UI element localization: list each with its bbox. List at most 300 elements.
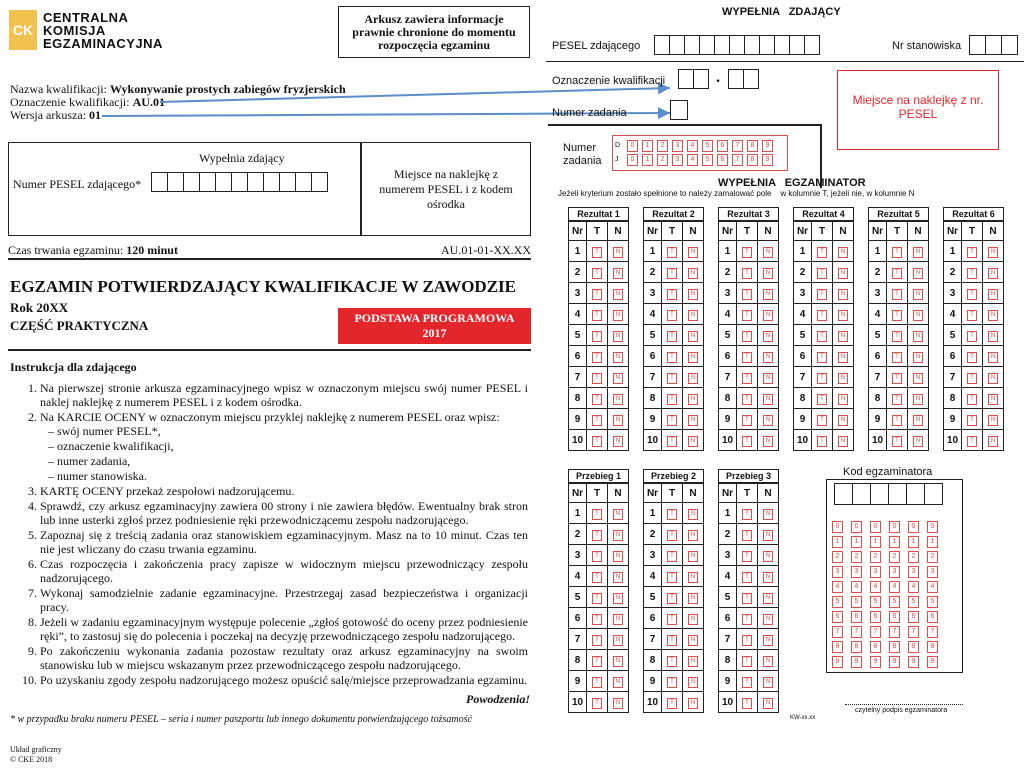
mark-t-box[interactable]: T [667, 593, 677, 604]
mark-t-cell[interactable] [662, 503, 683, 524]
mark-t-cell[interactable] [887, 262, 908, 283]
mark-n-box[interactable]: N [763, 436, 773, 447]
card-qual-cells[interactable]: . [678, 69, 758, 89]
mark-t-box[interactable]: T [742, 614, 752, 625]
mark-n-box[interactable]: N [613, 436, 623, 447]
mark-n-box[interactable]: N [688, 656, 698, 667]
mark-n-cell[interactable] [983, 346, 1004, 367]
mark-n-box[interactable]: N [613, 635, 623, 646]
mark-n-cell[interactable] [608, 650, 629, 671]
mark-t-cell[interactable] [587, 608, 608, 629]
mark-t-box[interactable]: T [592, 415, 602, 426]
mark-n-cell[interactable] [758, 524, 779, 545]
code-digit-box[interactable]: 5 [870, 596, 881, 608]
mark-n-cell[interactable] [683, 671, 704, 692]
code-digit-box[interactable]: 9 [927, 656, 938, 668]
mark-t-box[interactable]: T [667, 530, 677, 541]
mark-t-cell[interactable] [962, 346, 983, 367]
code-digit-box[interactable]: 1 [927, 536, 938, 548]
mark-t-box[interactable]: T [967, 331, 977, 342]
mark-n-box[interactable]: N [913, 289, 923, 300]
code-digit-box[interactable]: 5 [851, 596, 862, 608]
mark-t-box[interactable]: T [667, 415, 677, 426]
mark-t-cell[interactable] [887, 346, 908, 367]
mark-t-cell[interactable] [587, 241, 608, 262]
mark-n-cell[interactable] [608, 325, 629, 346]
mark-n-cell[interactable] [683, 241, 704, 262]
mark-n-cell[interactable] [758, 367, 779, 388]
mark-t-box[interactable]: T [742, 509, 752, 520]
mark-n-cell[interactable] [758, 241, 779, 262]
mark-n-cell[interactable] [758, 430, 779, 451]
mark-t-box[interactable]: T [592, 289, 602, 300]
mark-t-cell[interactable] [737, 241, 758, 262]
code-digit-box[interactable]: 3 [908, 566, 919, 578]
mark-t-box[interactable]: T [817, 247, 827, 258]
mark-n-cell[interactable] [608, 388, 629, 409]
mark-n-cell[interactable] [758, 283, 779, 304]
mark-t-box[interactable]: T [592, 373, 602, 384]
mark-n-cell[interactable] [683, 346, 704, 367]
mark-t-cell[interactable] [587, 692, 608, 713]
mark-t-cell[interactable] [662, 304, 683, 325]
code-digit-box[interactable]: 2 [927, 551, 938, 563]
mark-t-cell[interactable] [662, 325, 683, 346]
mark-n-cell[interactable] [833, 367, 854, 388]
mark-t-cell[interactable] [587, 346, 608, 367]
code-digit-box[interactable]: 3 [889, 566, 900, 578]
mark-n-cell[interactable] [608, 566, 629, 587]
mark-t-cell[interactable] [587, 566, 608, 587]
code-digit-box[interactable]: 0 [832, 521, 843, 533]
mark-n-box[interactable]: N [688, 635, 698, 646]
mark-t-box[interactable]: T [742, 677, 752, 688]
mark-t-cell[interactable] [962, 283, 983, 304]
mark-t-cell[interactable] [812, 409, 833, 430]
pesel-input-cells[interactable] [151, 172, 327, 192]
mark-n-box[interactable]: N [838, 436, 848, 447]
mark-t-box[interactable]: T [667, 289, 677, 300]
mark-n-box[interactable]: N [838, 331, 848, 342]
mark-t-box[interactable]: T [817, 310, 827, 321]
mark-n-box[interactable]: N [613, 551, 623, 562]
mark-t-cell[interactable] [887, 304, 908, 325]
code-digit-box[interactable]: 3 [851, 566, 862, 578]
mark-n-box[interactable]: N [763, 635, 773, 646]
mark-t-box[interactable]: T [667, 572, 677, 583]
mark-t-box[interactable]: T [817, 415, 827, 426]
mark-t-box[interactable]: T [817, 373, 827, 384]
mark-t-box[interactable]: T [667, 656, 677, 667]
mark-t-cell[interactable] [887, 241, 908, 262]
code-digit-row[interactable] [832, 620, 962, 635]
code-digit-box[interactable]: 7 [908, 626, 919, 638]
mark-t-cell[interactable] [737, 524, 758, 545]
mark-t-box[interactable]: T [967, 268, 977, 279]
mark-t-box[interactable]: T [742, 289, 752, 300]
mark-n-cell[interactable] [683, 304, 704, 325]
mark-n-cell[interactable] [758, 388, 779, 409]
code-digit-row[interactable] [832, 560, 962, 575]
mark-n-cell[interactable] [833, 241, 854, 262]
mark-t-cell[interactable] [737, 346, 758, 367]
mark-n-cell[interactable] [608, 367, 629, 388]
mark-n-cell[interactable] [908, 262, 929, 283]
mark-n-box[interactable]: N [688, 572, 698, 583]
mark-n-cell[interactable] [608, 545, 629, 566]
mark-t-box[interactable]: T [667, 331, 677, 342]
mark-t-cell[interactable] [587, 262, 608, 283]
mark-t-box[interactable]: T [742, 268, 752, 279]
mark-n-box[interactable]: N [613, 509, 623, 520]
code-digit-box[interactable]: 4 [889, 581, 900, 593]
mark-t-cell[interactable] [662, 262, 683, 283]
mark-t-cell[interactable] [737, 608, 758, 629]
mark-n-cell[interactable] [758, 629, 779, 650]
mark-t-box[interactable]: T [967, 373, 977, 384]
mark-n-box[interactable]: N [613, 656, 623, 667]
mark-t-box[interactable]: T [742, 394, 752, 405]
mark-n-box[interactable]: N [988, 436, 998, 447]
mark-t-cell[interactable] [662, 367, 683, 388]
code-digit-box[interactable]: 2 [832, 551, 843, 563]
mark-t-box[interactable]: T [967, 352, 977, 363]
mark-n-box[interactable]: N [763, 656, 773, 667]
mark-n-box[interactable]: N [613, 268, 623, 279]
mark-t-cell[interactable] [662, 587, 683, 608]
code-digit-row[interactable] [832, 605, 962, 620]
mark-t-box[interactable]: T [742, 656, 752, 667]
mark-t-box[interactable]: T [817, 352, 827, 363]
mark-t-cell[interactable] [662, 650, 683, 671]
mark-t-box[interactable]: T [592, 268, 602, 279]
code-digit-box[interactable]: 5 [889, 596, 900, 608]
mark-n-cell[interactable] [758, 692, 779, 713]
mark-n-cell[interactable] [908, 325, 929, 346]
code-digit-box[interactable]: 2 [908, 551, 919, 563]
mark-n-box[interactable]: N [763, 415, 773, 426]
code-digit-box[interactable]: 3 [832, 566, 843, 578]
code-digit-box[interactable]: 6 [832, 611, 843, 623]
mark-n-box[interactable]: N [763, 373, 773, 384]
mark-t-box[interactable]: T [742, 551, 752, 562]
code-digit-box[interactable]: 9 [851, 656, 862, 668]
station-cells[interactable] [969, 35, 1017, 55]
mark-n-box[interactable]: N [988, 310, 998, 321]
mark-t-cell[interactable] [587, 650, 608, 671]
mark-t-box[interactable]: T [742, 247, 752, 258]
code-digit-box[interactable]: 0 [908, 521, 919, 533]
mark-t-cell[interactable] [662, 566, 683, 587]
mark-t-cell[interactable] [962, 388, 983, 409]
mark-n-box[interactable]: N [613, 352, 623, 363]
code-digit-box[interactable]: 8 [832, 641, 843, 653]
examiner-code-cells[interactable] [834, 483, 962, 510]
mark-n-cell[interactable] [908, 430, 929, 451]
mark-n-box[interactable]: N [763, 677, 773, 688]
code-digit-box[interactable]: 1 [908, 536, 919, 548]
code-digit-box[interactable]: 5 [927, 596, 938, 608]
mark-n-box[interactable]: N [688, 394, 698, 405]
mark-t-cell[interactable] [737, 650, 758, 671]
mark-t-cell[interactable] [662, 692, 683, 713]
code-digit-row[interactable] [832, 545, 962, 560]
mark-n-cell[interactable] [983, 283, 1004, 304]
mark-n-box[interactable]: N [988, 268, 998, 279]
mark-n-box[interactable]: N [688, 331, 698, 342]
mark-n-box[interactable]: N [613, 572, 623, 583]
mark-t-box[interactable]: T [967, 394, 977, 405]
mark-n-cell[interactable] [608, 608, 629, 629]
mark-n-cell[interactable] [608, 346, 629, 367]
mark-t-cell[interactable] [662, 241, 683, 262]
examiner-code-digits[interactable] [832, 515, 962, 665]
mark-t-cell[interactable] [587, 283, 608, 304]
mark-n-box[interactable]: N [763, 247, 773, 258]
mark-t-cell[interactable] [812, 325, 833, 346]
mark-t-cell[interactable] [587, 545, 608, 566]
mark-t-cell[interactable] [587, 629, 608, 650]
code-digit-row[interactable] [832, 515, 962, 530]
mark-t-cell[interactable] [587, 325, 608, 346]
mark-n-cell[interactable] [683, 503, 704, 524]
mark-t-box[interactable]: T [592, 593, 602, 604]
mark-n-box[interactable]: N [988, 331, 998, 342]
task-row-d[interactable]: D 0 1 2 3 4 5 6 7 8 9 [615, 139, 787, 153]
mark-t-box[interactable]: T [667, 373, 677, 384]
code-digit-box[interactable]: 6 [870, 611, 881, 623]
mark-n-cell[interactable] [908, 283, 929, 304]
mark-n-cell[interactable] [983, 367, 1004, 388]
mark-n-cell[interactable] [758, 346, 779, 367]
mark-t-cell[interactable] [887, 409, 908, 430]
mark-n-cell[interactable] [758, 671, 779, 692]
mark-t-box[interactable]: T [667, 509, 677, 520]
mark-t-box[interactable]: T [742, 572, 752, 583]
mark-n-cell[interactable] [758, 587, 779, 608]
mark-t-box[interactable]: T [742, 593, 752, 604]
mark-t-box[interactable]: T [592, 509, 602, 520]
mark-n-cell[interactable] [683, 283, 704, 304]
mark-n-cell[interactable] [608, 524, 629, 545]
code-digit-box[interactable]: 9 [832, 656, 843, 668]
mark-t-cell[interactable] [737, 283, 758, 304]
mark-t-box[interactable]: T [742, 415, 752, 426]
code-digit-box[interactable]: 1 [851, 536, 862, 548]
mark-n-box[interactable]: N [988, 415, 998, 426]
mark-n-box[interactable]: N [688, 436, 698, 447]
mark-t-box[interactable]: T [667, 677, 677, 688]
mark-t-box[interactable]: T [742, 530, 752, 541]
mark-t-cell[interactable] [887, 430, 908, 451]
mark-t-box[interactable]: T [817, 289, 827, 300]
code-digit-box[interactable]: 0 [851, 521, 862, 533]
code-digit-box[interactable]: 8 [889, 641, 900, 653]
mark-n-box[interactable]: N [988, 373, 998, 384]
code-digit-box[interactable]: 7 [870, 626, 881, 638]
mark-t-cell[interactable] [662, 608, 683, 629]
mark-n-cell[interactable] [683, 367, 704, 388]
mark-n-cell[interactable] [983, 388, 1004, 409]
mark-n-cell[interactable] [683, 545, 704, 566]
mark-n-cell[interactable] [833, 325, 854, 346]
code-digit-box[interactable]: 6 [851, 611, 862, 623]
mark-t-cell[interactable] [662, 346, 683, 367]
mark-t-cell[interactable] [887, 283, 908, 304]
mark-n-cell[interactable] [683, 262, 704, 283]
mark-n-cell[interactable] [608, 587, 629, 608]
mark-t-cell[interactable] [662, 388, 683, 409]
code-digit-row[interactable] [832, 635, 962, 650]
mark-t-cell[interactable] [962, 367, 983, 388]
mark-t-cell[interactable] [812, 346, 833, 367]
mark-n-cell[interactable] [908, 367, 929, 388]
mark-n-box[interactable]: N [838, 247, 848, 258]
mark-t-cell[interactable] [737, 409, 758, 430]
mark-n-box[interactable]: N [688, 247, 698, 258]
mark-t-box[interactable]: T [592, 352, 602, 363]
mark-t-cell[interactable] [737, 430, 758, 451]
mark-n-box[interactable]: N [613, 394, 623, 405]
mark-n-box[interactable]: N [913, 352, 923, 363]
code-digit-box[interactable]: 5 [832, 596, 843, 608]
mark-n-cell[interactable] [833, 409, 854, 430]
mark-n-box[interactable]: N [913, 331, 923, 342]
mark-t-box[interactable]: T [742, 698, 752, 709]
code-digit-box[interactable]: 8 [851, 641, 862, 653]
code-digit-box[interactable]: 1 [832, 536, 843, 548]
mark-t-cell[interactable] [737, 388, 758, 409]
mark-n-box[interactable]: N [763, 614, 773, 625]
mark-t-cell[interactable] [737, 503, 758, 524]
mark-t-cell[interactable] [887, 367, 908, 388]
mark-t-cell[interactable] [962, 430, 983, 451]
mark-t-cell[interactable] [962, 304, 983, 325]
mark-t-box[interactable]: T [592, 331, 602, 342]
mark-t-cell[interactable] [962, 409, 983, 430]
mark-n-box[interactable]: N [688, 677, 698, 688]
mark-t-box[interactable]: T [817, 436, 827, 447]
code-digit-row[interactable] [832, 650, 962, 665]
code-digit-box[interactable]: 3 [927, 566, 938, 578]
mark-t-cell[interactable] [737, 566, 758, 587]
mark-n-box[interactable]: N [613, 530, 623, 541]
mark-n-box[interactable]: N [613, 373, 623, 384]
mark-n-cell[interactable] [608, 409, 629, 430]
code-digit-box[interactable]: 8 [927, 641, 938, 653]
mark-t-box[interactable]: T [667, 698, 677, 709]
mark-t-box[interactable]: T [967, 436, 977, 447]
mark-n-cell[interactable] [833, 262, 854, 283]
code-digit-row[interactable] [832, 530, 962, 545]
mark-t-box[interactable]: T [667, 394, 677, 405]
mark-t-cell[interactable] [962, 262, 983, 283]
mark-t-cell[interactable] [737, 304, 758, 325]
mark-t-box[interactable]: T [592, 656, 602, 667]
code-digit-box[interactable]: 0 [927, 521, 938, 533]
mark-t-cell[interactable] [812, 430, 833, 451]
mark-n-box[interactable]: N [988, 352, 998, 363]
mark-n-cell[interactable] [983, 430, 1004, 451]
code-digit-box[interactable]: 1 [889, 536, 900, 548]
mark-n-box[interactable]: N [613, 698, 623, 709]
mark-t-box[interactable]: T [892, 310, 902, 321]
mark-t-box[interactable]: T [817, 268, 827, 279]
mark-n-cell[interactable] [758, 325, 779, 346]
mark-n-cell[interactable] [683, 388, 704, 409]
code-digit-box[interactable]: 2 [870, 551, 881, 563]
mark-t-box[interactable]: T [742, 352, 752, 363]
examiner-code-grid[interactable] [826, 479, 963, 673]
mark-t-cell[interactable] [737, 671, 758, 692]
mark-n-box[interactable]: N [763, 352, 773, 363]
mark-t-cell[interactable] [587, 524, 608, 545]
mark-n-cell[interactable] [608, 692, 629, 713]
mark-n-box[interactable]: N [763, 310, 773, 321]
mark-n-box[interactable]: N [763, 593, 773, 604]
mark-t-cell[interactable] [662, 545, 683, 566]
mark-t-cell[interactable] [587, 388, 608, 409]
mark-n-cell[interactable] [608, 629, 629, 650]
mark-n-box[interactable]: N [688, 415, 698, 426]
mark-n-box[interactable]: N [988, 289, 998, 300]
mark-n-box[interactable]: N [913, 268, 923, 279]
code-digit-box[interactable]: 7 [832, 626, 843, 638]
mark-t-cell[interactable] [962, 325, 983, 346]
mark-n-cell[interactable] [983, 262, 1004, 283]
code-digit-box[interactable]: 8 [870, 641, 881, 653]
code-digit-box[interactable]: 5 [908, 596, 919, 608]
mark-n-cell[interactable] [683, 587, 704, 608]
mark-n-box[interactable]: N [913, 415, 923, 426]
code-digit-box[interactable]: 0 [870, 521, 881, 533]
mark-n-cell[interactable] [608, 283, 629, 304]
mark-n-box[interactable]: N [688, 551, 698, 562]
mark-n-cell[interactable] [608, 430, 629, 451]
mark-t-box[interactable]: T [667, 551, 677, 562]
mark-n-cell[interactable] [758, 503, 779, 524]
mark-t-box[interactable]: T [892, 352, 902, 363]
mark-n-cell[interactable] [983, 409, 1004, 430]
mark-t-box[interactable]: T [892, 268, 902, 279]
mark-n-box[interactable]: N [613, 331, 623, 342]
mark-t-cell[interactable] [587, 503, 608, 524]
mark-t-cell[interactable] [587, 304, 608, 325]
mark-t-box[interactable]: T [742, 373, 752, 384]
mark-t-cell[interactable] [812, 283, 833, 304]
mark-n-box[interactable]: N [913, 394, 923, 405]
task-number-grid[interactable] [612, 135, 788, 171]
signature-line[interactable] [845, 704, 963, 705]
mark-n-box[interactable]: N [913, 436, 923, 447]
mark-n-cell[interactable] [683, 650, 704, 671]
mark-n-cell[interactable] [683, 608, 704, 629]
mark-n-box[interactable]: N [763, 268, 773, 279]
code-digit-row[interactable] [832, 590, 962, 605]
mark-n-box[interactable]: N [613, 593, 623, 604]
mark-n-box[interactable]: N [838, 352, 848, 363]
mark-n-box[interactable]: N [838, 310, 848, 321]
mark-n-cell[interactable] [683, 430, 704, 451]
mark-t-box[interactable]: T [667, 436, 677, 447]
mark-t-cell[interactable] [662, 524, 683, 545]
mark-n-cell[interactable] [683, 524, 704, 545]
mark-t-box[interactable]: T [592, 635, 602, 646]
mark-n-box[interactable]: N [763, 572, 773, 583]
mark-n-cell[interactable] [758, 608, 779, 629]
mark-t-box[interactable]: T [592, 436, 602, 447]
mark-t-box[interactable]: T [592, 677, 602, 688]
